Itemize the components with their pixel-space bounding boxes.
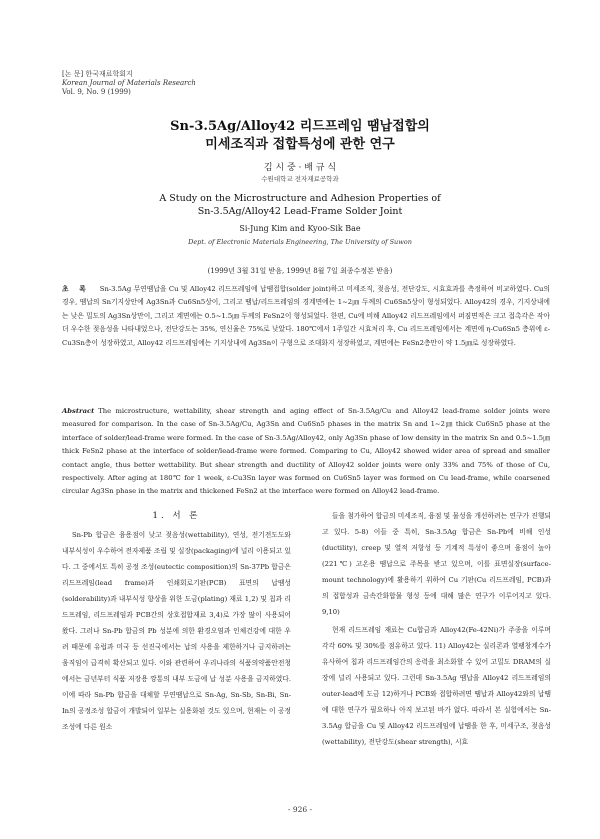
body-paragraph: Sn-Pb 합금은 융용점이 낮고 젖음성(wettability), 연성, 전기전도도와 내부식성이 우수하여 전자제품 조립 및 실장(packaging)에 널리 이용되고 있다. 그 중에서도 특히 공정 조성(eutectic composition)의 Sn-37Pb 합금은 리드프레임(lead frame)과 인쇄회로기판(PCB) 표면의 납땜성(solderability)과 내부식성 향상을 위한 도금(plating) 재료 1,2) 및 칩과 리드프레임, 리드프레임과 PCB간의 상호접합재료 3,4)로 가장 많이 사용되어 왔다. 그러나 Sn-Pb 합금의 Pb 성분에 의한 환경오염과 인체건강에 대한 우려 때문에 유럽과 미국 등 선진국에서는 납의 사용을 제한하거나 금지하려는 움직임이 급격히 확산되고 있다. 이와 관련하여 우리나라의 식품의약품안전청에서는 금년부터 식품 저장용 깡통의 내부 도금에 납 성분 사용을 금지하였다. 이에 따라 Sn-Pb 합금을 대체할 무연땜납으로 Sn-Ag, Sn-Sb, Sn-Bi, Sn-In의 공정조성 합금이 개발되어 일부는 실용화된 것도 있으며, 현재는 이 공정조성에 다른 원소	[62, 531, 291, 731]
page-number: - 926 -	[287, 805, 313, 814]
section-heading: 1. 서 론	[152, 511, 201, 521]
journal-header	[62, 70, 196, 97]
english-title-line1: A Study on the Microstructure and Adhesion Properties of	[159, 193, 441, 204]
korean-title-line1: Sn-3.5Ag/Alloy42 리드프레임 땜납접합의	[170, 119, 430, 134]
korean-authors: 김 시 중 · 배 규 식	[263, 163, 337, 173]
body-paragraph: 현재 리드프레임 재료는 Cu합금과 Alloy42(Fe-42Ni)가 주종을 이루며 각각 60% 및 30%를 점유하고 있다. 11) Alloy42는 실리콘과 열팽창계수가 유사하여 칩과 리드프레임간의 응력을 최소화할 수 있어 고밀도 DRAM의 실장에 널리 사용되고 있다. 그런데 Sn-3.5Ag 땜납을 Alloy42 리드프레임의 outer-lead에 도금 12)하거나 PCB와 접합하려면 땜납과 Alloy42와의 납땜에 대한 연구가 필요하나 아직 보고된 바가 없다. 따라서 본 실험에서는 Sn-3.5Ag 합금을 Cu 및 Alloy42 리드프레임에 납땜을 한 후, 미세구조, 젖음성(wettability), 전단강도(shear strength), 시효	[322, 626, 551, 746]
body-column-left	[62, 508, 291, 735]
body-column-right	[322, 508, 551, 750]
english-title-line2: Sn-3.5Ag/Alloy42 Lead-Frame Solder Joint	[197, 206, 403, 217]
journal-category: [논 문] 한국재료학회지	[62, 70, 133, 78]
body-paragraph: 들을 첨가하여 합금의 미세조직, 융점 및 물성을 개선하려는 연구가 진행되고 있다. 5-8) 이들 중 특히, Sn-3.5Ag 합금은 Sn-Pb에 비해 인성(ductility), creep 및 열적 저항성 등 기계적 특성이 좋으며 융점이 높아(221℃) 고온용 땜납으로 주목을 받고 있으며, 이를 표면실장(surface-mount technology)에 활용하기 위하여 Cu 기판(Cu 리드프레임, PCB)과의 접합성과 금속간화합물 형성 등에 대해 많은 연구가 이루어지고 있다. 9,10)	[322, 512, 551, 616]
english-abstract-label: Abstract	[62, 407, 95, 415]
journal-name: Korean Journal of Materials Research	[62, 79, 196, 87]
received-dates: (1999년 3월 31일 받음, 1999년 8월 7일 최종수정본 받음)	[207, 267, 393, 275]
english-authors: Si-Jung Kim and Kyoo-Sik Bae	[239, 224, 361, 233]
english-abstract	[62, 405, 550, 499]
korean-affiliation: 수원대학교 전자재료공학과	[261, 175, 339, 183]
korean-abstract-label: 초 록	[62, 285, 90, 293]
korean-abstract-text: Sn-3.5Ag 무연땜납을 Cu 및 Alloy42 리드프레임에 납땜접합(solder joint)하고 미세조직, 젖음성, 전단강도, 시효효과를 측정하여 비교하였다. Cu의 경우, 땜납의 Sn기지상안에 Ag3Sn과 Cu6Sn5상이, 그리고 땜납/리드프레임의 경계면에는 1~2㎛ 두께의 Cu6Sn5상이 형성되었다. Alloy42의 경우, 기지상내에는 낮은 밀도의 Ag3Sn상만이, 그리고 계면에는 0.5~1.5㎛ 두께의 FeSn2이 형성되었다. 한편, Cu에 비해 Alloy42 리드프레임에서 퍼짐면적은 크고 접촉각은 작아 더 우수한 젖음성을 나타내었으나, 전단강도는 35%, 연신율은 75%로 낮았다. 180℃에서 1주일간 시효처리 후, Cu 리드프레임에서는 계면에 η-Cu6Sn5 층위에 ε-Cu3Sn층이 성장하였고, Alloy42 리드프레임에는 기지상내에 Ag3Sn이 구형으로 조대화지 성장하였고, 계면에는 FeSn2층만이 약 1.5㎛로 성장하였다.	[62, 285, 550, 347]
korean-title	[0, 118, 600, 154]
english-affiliation: Dept. of Electronic Materials Engineering, The University of Suwon	[188, 238, 412, 246]
english-title	[0, 192, 600, 218]
english-abstract-text: The microstructure, wettability, shear strength and aging effect of Sn-3.5Ag/Cu and Alloy42 lead-frame solder joints were measured for comparison. In the case of Sn-3.5Ag/Cu, Ag3Sn and Cu6Sn5 phases in the matrix Sn and 1~2㎛ thick Cu6Sn5 phase at the interface of solder/lead-frame were formed. In the case of Sn-3.5Ag/Alloy42, only Ag3Sn phase of low density in the matrix Sn and 0.5~1.5㎛ thick FeSn2 phase at the interface of solder/lead-frame were formed. Comparing to Cu, Alloy42 showed wider area of spread and smaller contact angle, thus better wettability. But shear strength and ductility of Alloy42 solder joints were only 33% and 75% of those of Cu, respectively. After aging at 180℃ for 1 week, ε-Cu3Sn layer was formed on Cu6Sn5 layer was formed on Cu lead-frame, while coarsened circular Ag3Sn phase in the matrix and thickened FeSn2 at the interface were formed on Alloy42 lead-frame.	[62, 407, 550, 496]
korean-title-line2: 미세조직과 접합특성에 관한 연구	[205, 137, 395, 152]
korean-abstract	[62, 283, 550, 350]
journal-volume: Vol. 9, No. 9 (1999)	[62, 88, 131, 96]
